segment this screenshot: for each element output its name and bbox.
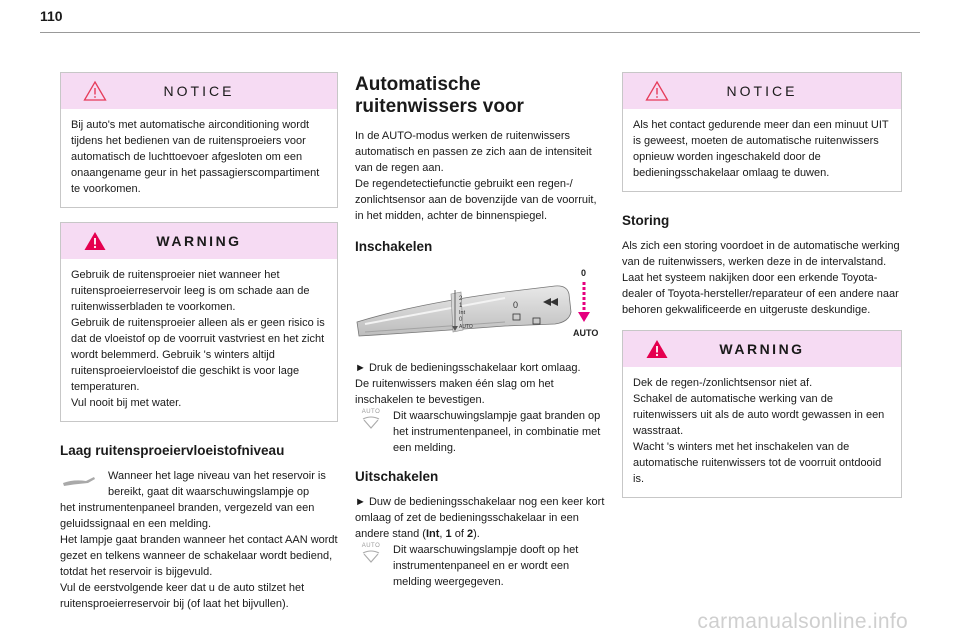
auto-icon-text: AUTO — [361, 543, 381, 549]
auto-wiper-icon — [355, 542, 387, 569]
intro-text: In de AUTO-modus werken de ruitenwissers automatisch en passen ze zich aan de intensiteit van de regen aan. De regendetectiefunctie gebruikt een regen-/ zonlichtsensor aan de bovenzijde van de voorruit, in het midden, achter de binnenspiegel. — [355, 130, 597, 222]
off-step: ► Duw de bedieningsschakelaar nog een keer kort omlaag of zet de bedieningsschakelaar in een andere stand (Int, 1 of 2). — [355, 496, 605, 540]
figure-label-0: 0 — [581, 268, 587, 278]
on-step: ► Druk de bedieningsschakelaar kort omlaag. De ruitenwissers maken één slag om het inschakelen te bevestigen. — [355, 362, 581, 406]
lever-label-1: 1 — [459, 303, 463, 309]
watermark: carmanualsonline.info — [697, 610, 908, 633]
warning-text: Dek de regen-/zonlichtsensor niet af. Schakel de automatische werking van de ruitenwissers uit als de auto wordt gewassen in een wasstraat. Wacht 's winters met het inschakelen van de automatische ruitenwissers tot de voorruit ontdooid is. — [633, 377, 885, 485]
warning-title: WARNING — [719, 341, 805, 357]
warning-title: WARNING — [156, 233, 242, 249]
right-column — [622, 72, 902, 512]
page-number: 110 — [40, 8, 63, 24]
warning-box — [60, 222, 338, 422]
left-column — [60, 72, 338, 612]
stalk-label-0: 0 — [513, 300, 519, 310]
notice-title: NOTICE — [163, 83, 235, 99]
fluid-lead: Wanneer het lage niveau van het reservoir is bereikt, gaat dit waarschuwingslampje op — [108, 470, 326, 498]
fault-text: Als zich een storing voordoet in de automatische werking van de ruitenwissers, werken deze in de intervalstand. Laat het systeem nakijken door een erkende Toyota-dealer of Toyota-hersteller/reparateur of een andere naar behoren gekwalificeerde en uitgeruste deskundige. — [622, 240, 900, 316]
notice-title: NOTICE — [726, 83, 798, 99]
lever-label-auto: AUTO — [459, 324, 473, 330]
notice-icon — [83, 80, 107, 102]
off-heading: Uitschakelen — [355, 469, 439, 484]
notice-box — [622, 72, 902, 192]
middle-column — [355, 72, 605, 590]
header-rule — [40, 32, 920, 33]
auto-icon-text: AUTO — [361, 409, 381, 415]
warning-box — [622, 330, 902, 498]
warning-icon — [645, 338, 669, 360]
auto-wiper-icon — [355, 408, 387, 435]
on-lamp-text: Dit waarschuwingslampje gaat branden op het instrumentenpaneel, in combinatie met een melding. — [393, 410, 601, 454]
notice-icon — [645, 80, 669, 102]
warning-text: Gebruik de ruitensproeier niet wanneer het ruitensproeierreservoir leeg is om schade aan de ruitenwisserbladen te voorkomen. Gebruik de ruitensproeier alleen als er geen risico is dat de vloeistof op de voorruit vastvriest en het zicht wordt belemmerd. Gebruik 's winters altijd ruitensproeiervloeistof die geschikt is voor lage temperaturen. Vul nooit bij met water. — [71, 269, 325, 409]
off-lamp-text: Dit waarschuwingslampje dooft op het instrumentenpaneel en er wordt een melding weergegeven. — [393, 544, 579, 588]
section-title: Automatische ruitenwissers voor — [355, 74, 524, 117]
washer-fluid-icon — [60, 470, 100, 492]
fluid-body: het instrumentenpaneel branden, vergezeld van een geluidssignaal en een melding. Het lampje gaat branden wanneer het contact AAN wordt gezet en telkens wanneer de schakelaar wordt bediend, totdat het reservoir is bijgevuld. Vul de eerstvolgende keer dat u de auto stilzet het ruitensproeierreservoir bij (of laat het bijvullen). — [60, 502, 338, 610]
fluid-level-heading: Laag ruitensproeiervloeistofniveau — [60, 443, 285, 458]
notice-text: Als het contact gedurende meer dan een minuut UIT is geweest, moeten de automatische ruitenwissers opnieuw worden ingeschakeld door de bedieningsschakelaar omlaag te duwen. — [633, 119, 889, 179]
notice-text: Bij auto's met automatische airconditioning wordt tijdens het bedienen van de ruitensproeiers voor automatisch de luchttoevoer afgesloten om een onaangename geur in het passagierscompartiment te voorkomen. — [71, 119, 320, 195]
lever-label-int: Int — [459, 310, 466, 316]
notice-box — [60, 72, 338, 208]
lever-label-2: 2 — [459, 296, 463, 302]
warning-icon — [83, 230, 107, 252]
fault-heading: Storing — [622, 213, 670, 228]
figure-label-auto: AUTO — [573, 328, 599, 338]
wiper-stalk-figure — [355, 264, 605, 354]
press-arrow-head — [578, 312, 590, 322]
on-heading: Inschakelen — [355, 239, 433, 254]
lever-label-0: 0 — [459, 317, 463, 323]
